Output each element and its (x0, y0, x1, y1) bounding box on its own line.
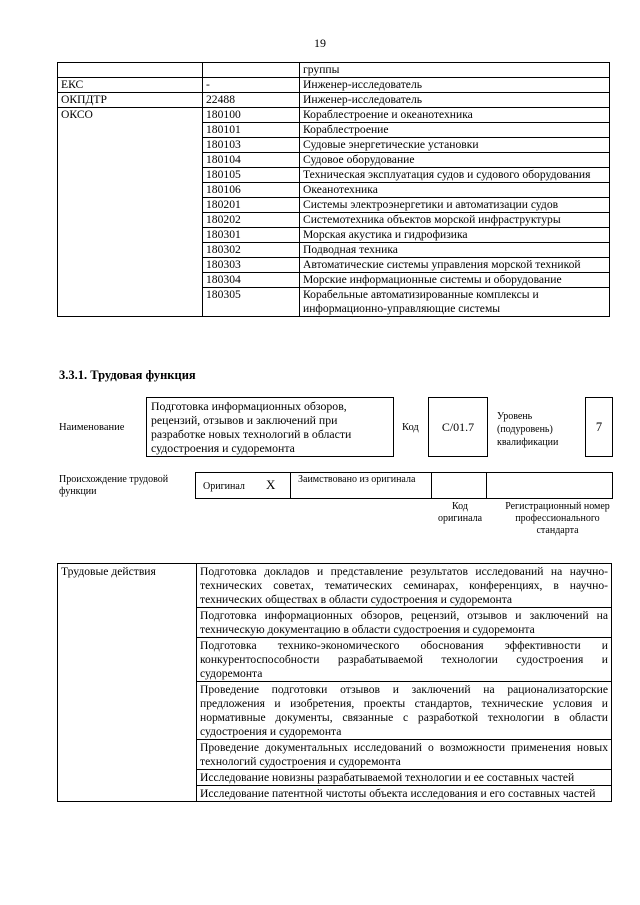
name-cell: Подводная техника (300, 243, 610, 258)
classifier-cell: ОКСО (58, 108, 203, 317)
name-cell: Судовое оборудование (300, 153, 610, 168)
actions-label: Трудовые действия (58, 564, 197, 802)
code-value: C/01.7 (441, 420, 475, 434)
name-cell: Инженер-исследователь (300, 93, 610, 108)
classifier-cell (58, 63, 203, 78)
table-row (58, 63, 610, 78)
action-item: Исследование новизны разрабатываемой технологии и ее составных частей (197, 770, 612, 786)
borrowed-label: Заимствовано из оригинала (298, 474, 416, 485)
code-cell: 180101 (203, 123, 300, 138)
table-row (58, 564, 612, 608)
action-item: Подготовка технико-экономического обоснования эффективности и конкурентоспособности разрабатываемой технологии судостроения и судоремонта (197, 638, 612, 682)
name-cell: Кораблестроение (300, 123, 610, 138)
okso-table (57, 62, 610, 317)
code-cell: 180104 (203, 153, 300, 168)
origin-divider-3 (486, 472, 487, 499)
page-number: 19 (314, 36, 326, 50)
action-item: Проведение подготовки отзывов и заключений на рационализаторские предложения и изобретения, проекты стандартов, технические условия и нормативные документы, связанные с разработкой технологии в области судостроения и судоремонта (197, 682, 612, 740)
name-cell: Морские информационные системы и оборудование (300, 273, 610, 288)
name-cell: Морская акустика и гидрофизика (300, 228, 610, 243)
level-label: Уровень (подуровень) квалификации (497, 411, 559, 448)
level-value: 7 (595, 420, 603, 434)
code-cell: 180106 (203, 183, 300, 198)
action-item: Проведение документальных исследований о возможности применения новых технологий судостроения и судоремонта (197, 740, 612, 770)
origin-label: Происхождение трудовой функции (59, 474, 169, 497)
code-cell: 180303 (203, 258, 300, 273)
name-cell: Техническая эксплуатация судов и судового оборудования (300, 168, 610, 183)
code-cell: - (203, 78, 300, 93)
name-cell: Системы электроэнергетики и автоматизации судов (300, 198, 610, 213)
table-row (58, 108, 610, 123)
code-cell (203, 63, 300, 78)
reg-number-label: Регистрационный номер профессионального стандарта (505, 501, 610, 536)
action-item: Подготовка информационных обзоров, рецензий, отзывов и заключений на техническую документацию в области судостроения и судоремонта (197, 608, 612, 638)
code-cell: 180302 (203, 243, 300, 258)
code-cell: 180304 (203, 273, 300, 288)
code-cell: 180305 (203, 288, 300, 317)
origin-divider-2 (431, 472, 432, 499)
classifier-cell: ОКПДТР (58, 93, 203, 108)
section-heading: 3.3.1. Трудовая функция (59, 368, 196, 382)
name-cell: Кораблестроение и океанотехника (300, 108, 610, 123)
classifier-cell: ЕКС (58, 78, 203, 93)
function-name-value: Подготовка информационных обзоров, рецензий, отзывов и заключений при разработке новых технологий в области судостроения и судоремонта (151, 399, 352, 455)
name-cell: группы (300, 63, 610, 78)
original-mark: X (266, 477, 276, 492)
name-cell: Инженер-исследователь (300, 78, 610, 93)
action-item: Исследование патентной чистоты объекта исследования и его составных частей (197, 786, 612, 802)
table-row (58, 78, 610, 93)
code-cell: 180103 (203, 138, 300, 153)
name-cell: Автоматические системы управления морской техникой (300, 258, 610, 273)
origin-divider-1 (290, 472, 291, 499)
code-cell: 22488 (203, 93, 300, 108)
code-cell: 180202 (203, 213, 300, 228)
code-cell: 180301 (203, 228, 300, 243)
name-cell: Судовые энергетические установки (300, 138, 610, 153)
code-cell: 180105 (203, 168, 300, 183)
name-cell: Системотехника объектов морской инфраструктуры (300, 213, 610, 228)
code-original-label: Код оригинала (437, 501, 483, 524)
function-name-box (146, 397, 394, 457)
actions-table (57, 563, 612, 802)
table-row (58, 93, 610, 108)
name-cell: Океанотехника (300, 183, 610, 198)
name-cell: Корабельные автоматизированные комплексы и информационно-управляющие системы (300, 288, 610, 317)
level-box (585, 397, 613, 457)
code-cell: 180201 (203, 198, 300, 213)
code-label: Код (402, 422, 419, 433)
code-cell: 180100 (203, 108, 300, 123)
name-label: Наименование (59, 422, 125, 433)
original-label: Оригинал (203, 481, 245, 492)
action-item: Подготовка докладов и представление результатов исследований на научно-технических советах, тематических семинарах, конференциях, в научно-технических обществах в области судостроения и судоремонта (197, 564, 612, 608)
code-box (428, 397, 488, 457)
